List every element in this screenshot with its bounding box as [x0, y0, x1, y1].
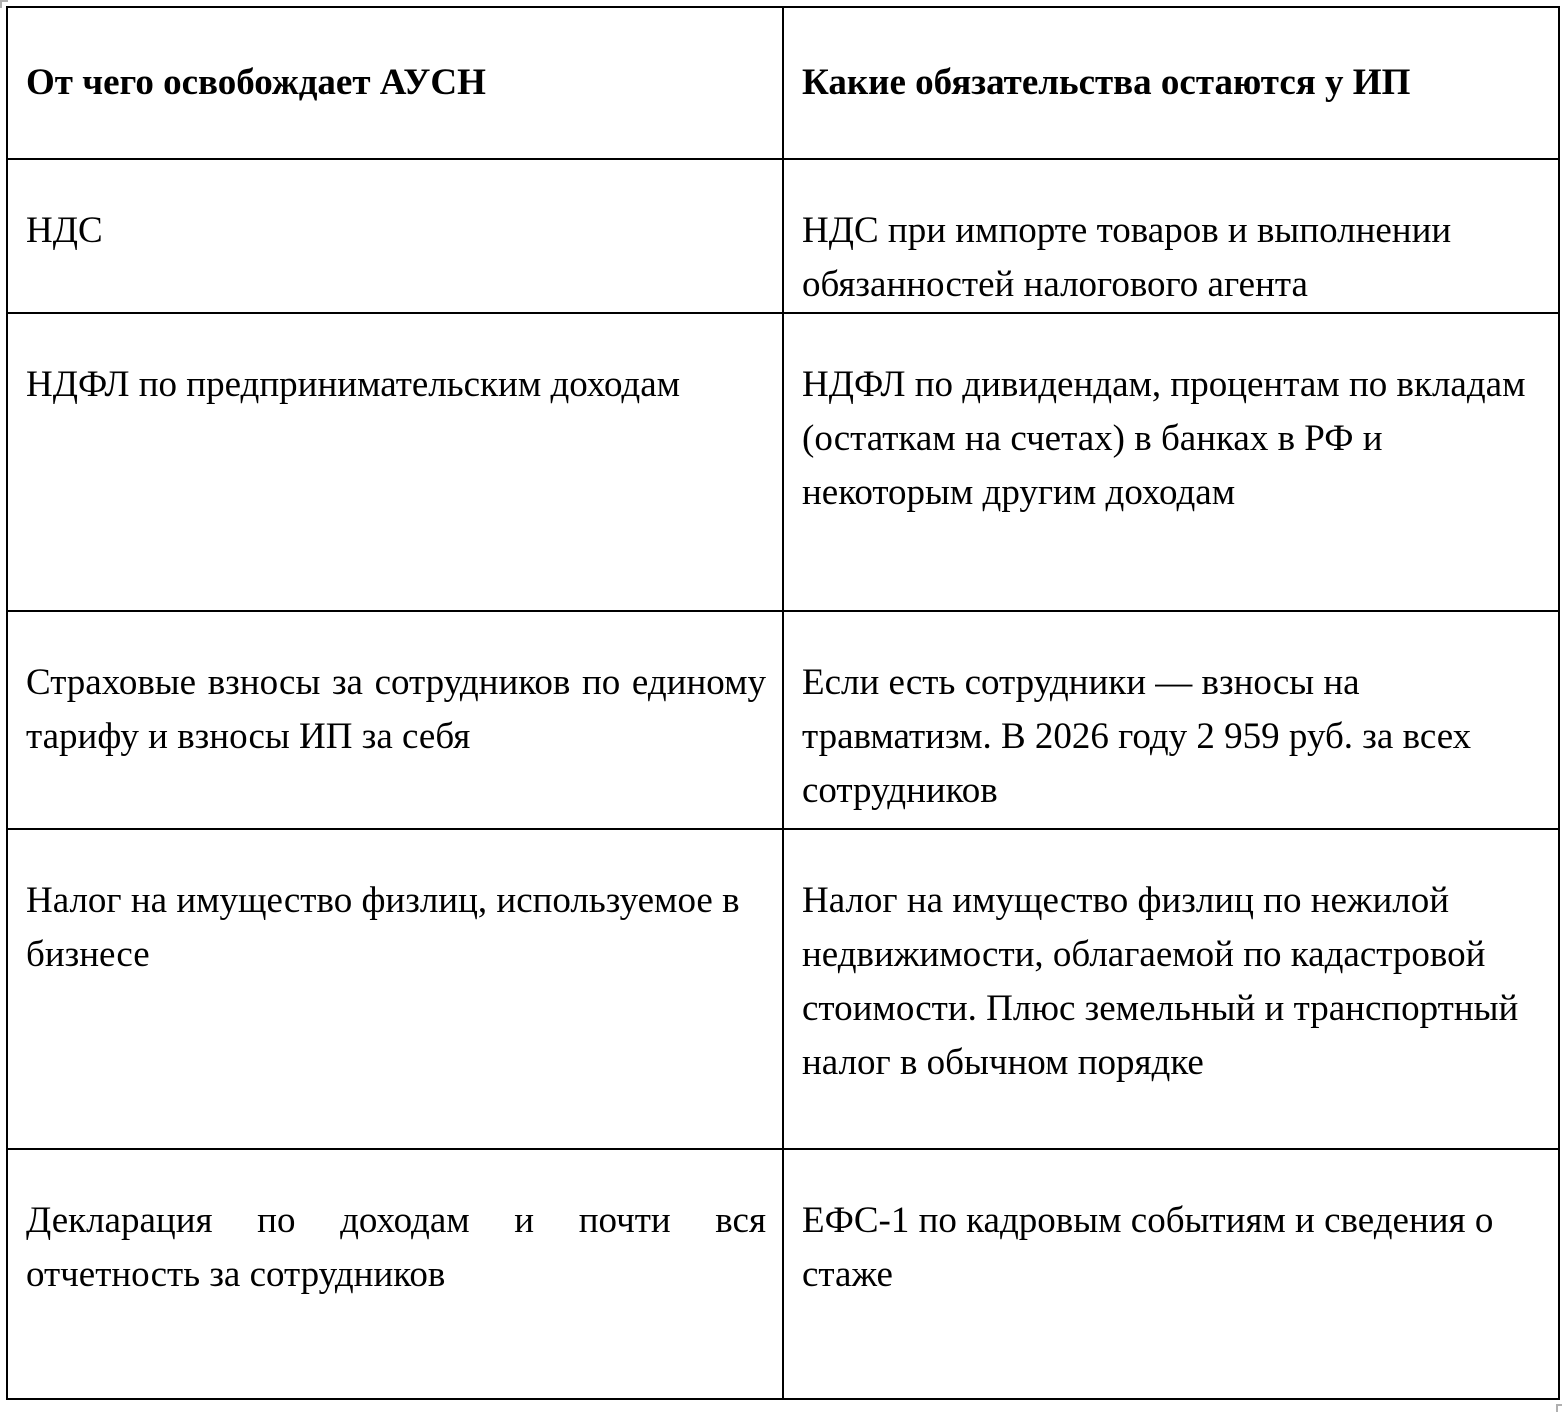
table-row — [7, 611, 1559, 829]
ausn-comparison-table — [6, 6, 1560, 1400]
header-cell-exempt: От чего освобождает АУСН — [7, 7, 783, 159]
corner-mark — [1556, 1404, 1562, 1412]
cell-exempt: Декларация по доходам и почти вся отчетность за сотрудников — [7, 1149, 783, 1399]
cell-obligation: ЕФС-1 по кадровым событиям и сведения о стаже — [783, 1149, 1559, 1399]
table-row — [7, 313, 1559, 611]
table-row — [7, 829, 1559, 1149]
table-row — [7, 159, 1559, 313]
cell-obligation: НДФЛ по дивидендам, процентам по вкладам (остаткам на счетах) в банках в РФ и некоторым другим доходам — [783, 313, 1559, 611]
cell-exempt: Страховые взносы за сотрудников по единому тарифу и взносы ИП за себя — [7, 611, 783, 829]
table-header-row — [7, 7, 1559, 159]
cell-obligation: Налог на имущество физлиц по нежилой недвижимости, облагаемой по кадастровой стоимости. Плюс земельный и транспортный налог в обычном порядке — [783, 829, 1559, 1149]
cell-exempt: Налог на имущество физлиц, используемое в бизнесе — [7, 829, 783, 1149]
cell-obligation: НДС при импорте товаров и выполнении обязанностей налогового агента — [783, 159, 1559, 313]
header-cell-obligations: Какие обязательства остаются у ИП — [783, 7, 1559, 159]
cell-exempt: НДФЛ по предпринимательским доходам — [7, 313, 783, 611]
cell-obligation: Если есть сотрудники — взносы на травматизм. В 2026 году 2 959 руб. за всех сотрудников — [783, 611, 1559, 829]
cell-exempt: НДС — [7, 159, 783, 313]
table-row — [7, 1149, 1559, 1399]
